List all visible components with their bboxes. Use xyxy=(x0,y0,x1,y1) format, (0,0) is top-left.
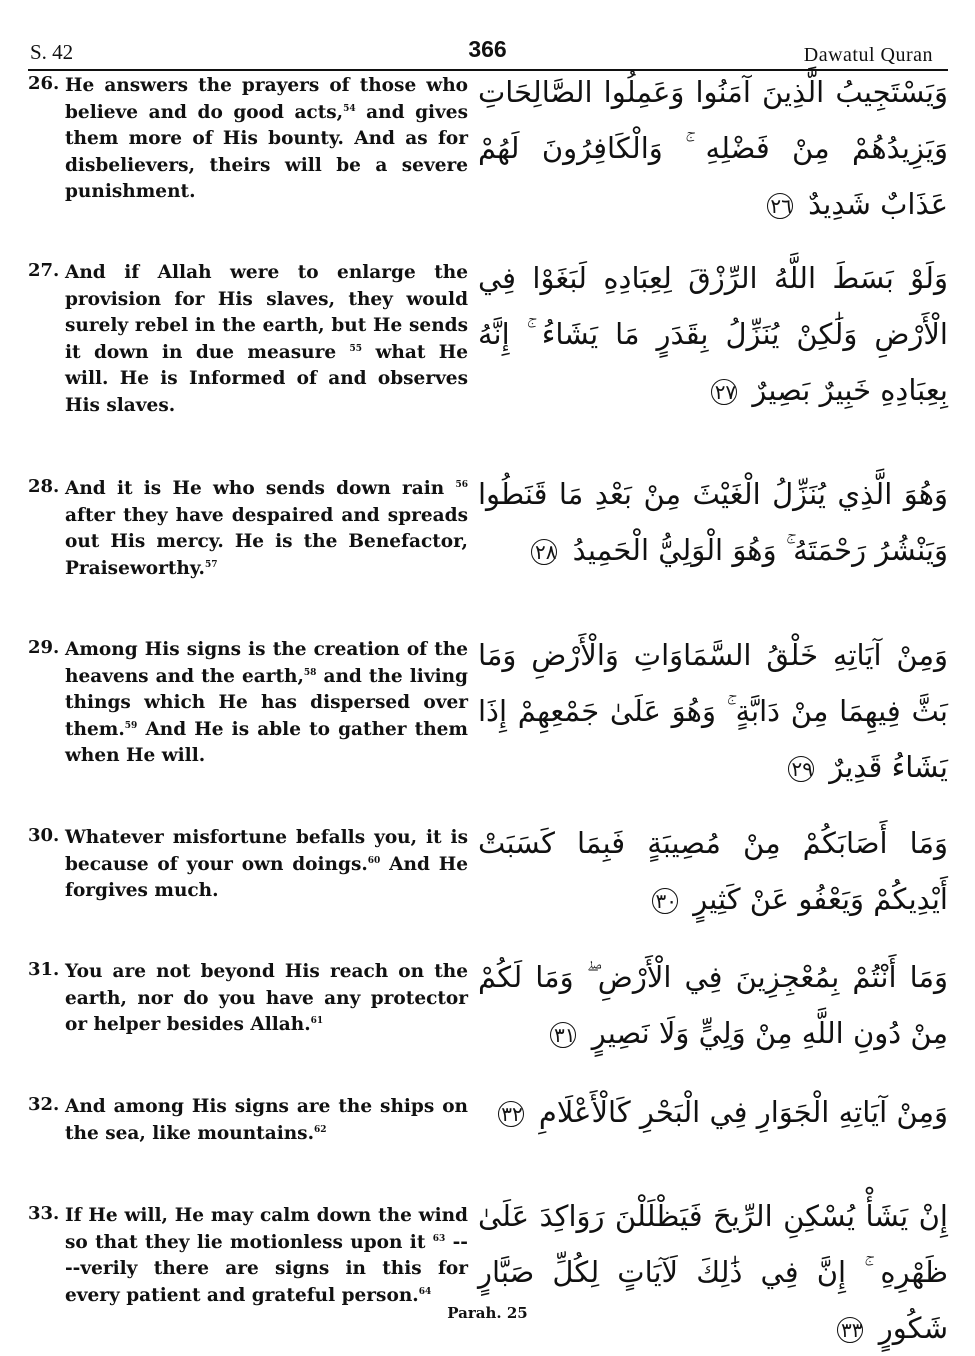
footnote-ref[interactable]: 54 xyxy=(343,103,356,114)
footnote-ref[interactable]: 63 xyxy=(432,1233,446,1244)
aya-end-marker: ٣٠ xyxy=(652,888,678,914)
verse-text: And if Allah were to enlarge the provision for His slaves, they would surely rebel in the earth, but He sends it down in due measure $^{55}$ what He will. He is Informed of and observes His slaves. xyxy=(65,262,468,416)
verse-number: 29. xyxy=(28,637,60,658)
footnote-ref[interactable]: 62 xyxy=(314,1124,327,1135)
book-title: Dawatul Quran xyxy=(803,44,933,66)
verse-26-arabic: وَيَسْتَجِيبُ الَّذِينَ آمَنُوا وَعَمِلُوا الصَّالِحَاتِ وَيَزِيدُهُمْ مِنْ فَضْلِهِ ۚ وَالْكَافِرُونَ لَهُمْ عَذَابٌ شَدِيدٌ ٢٦ xyxy=(478,75,948,221)
verse-number: 31. xyxy=(28,959,60,980)
aya-end-marker: ٣١ xyxy=(550,1022,576,1048)
verse-31-arabic: وَمَا أَنْتُمْ بِمُعْجِزِينَ فِي الْأَرْضِ ۖ وَمَا لَكُمْ مِنْ دُونِ اللَّهِ مِنْ وَلِيٍّ وَلَا نَصِيرٍ ٣١ xyxy=(478,960,948,1050)
verse-text: And it is He who sends down rain $^{56}$ after they have despaired and spreads out His mercy. He is the Benefactor, Praiseworthy.$^{57}$ xyxy=(65,478,468,579)
aya-end-marker: ٢٩ xyxy=(788,756,814,782)
aya-end-marker: ٢٦ xyxy=(767,193,793,219)
footnote-ref[interactable]: 64 xyxy=(418,1286,432,1297)
verse-27-translation xyxy=(28,260,468,419)
verse-27-arabic: وَلَوْ بَسَطَ اللَّهُ الرِّزْقَ لِعِبَادِهِ لَبَغَوْا فِي الْأَرْضِ وَلَٰكِنْ يُنَزِّلُ بِقَدَرٍ مَا يَشَاءُ ۚ إِنَّهُ بِعِبَادِهِ خَبِيرٌ بَصِيرٌ ٢٧ xyxy=(478,261,948,407)
verse-text: If He will, He may calm down the wind so that they lie motionless upon it $^{63}$ ----verily there are signs in this for every patient and grateful person.$^{64}$ xyxy=(65,1205,468,1306)
verse-26-translation xyxy=(28,73,468,206)
parah-label: Parah. 25 xyxy=(447,1304,528,1322)
verse-number: 30. xyxy=(28,825,60,846)
footnote-ref[interactable]: 56 xyxy=(455,479,468,490)
surah-label: S. 42 xyxy=(30,40,74,64)
verse-30-translation xyxy=(28,825,468,905)
aya-end-marker: ٣٣ xyxy=(837,1317,863,1343)
verse-text: Whatever misfortune befalls you, it is because of your own doings.$^{60}$ And He forgives much. xyxy=(65,827,468,901)
aya-end-marker: ٢٨ xyxy=(531,539,557,565)
footnote-ref[interactable]: 57 xyxy=(204,559,218,570)
verse-text: He answers the prayers of those who believe and do good acts,$^{54}$ and gives them more of His bounty. And as for disbelievers, theirs will be a severe punishment. xyxy=(65,75,468,202)
verse-number: 33. xyxy=(28,1203,60,1224)
verse-number: 28. xyxy=(28,476,60,497)
verse-32-translation xyxy=(28,1094,468,1147)
verse-text: And among His signs are the ships on the sea, like mountains.$^{62}$ xyxy=(65,1096,468,1144)
footnote-ref[interactable]: 58 xyxy=(303,667,317,678)
verse-29-arabic: وَمِنْ آيَاتِهِ خَلْقُ السَّمَاوَاتِ وَالْأَرْضِ وَمَا بَثَّ فِيهِمَا مِنْ دَابَّةٍ ۚ وَهُوَ عَلَىٰ جَمْعِهِمْ إِذَا يَشَاءُ قَدِيرٌ ٢٩ xyxy=(478,638,948,784)
verse-29-translation xyxy=(28,637,468,770)
verse-text: You are not beyond His reach on the earth, nor do you have any protector or helper besides Allah.$^{61}$ xyxy=(65,961,468,1035)
verse-32-arabic: وَمِنْ آيَاتِهِ الْجَوَارِ فِي الْبَحْرِ كَالْأَعْلَامِ ٣٢ xyxy=(478,1084,948,1140)
verse-30-arabic: وَمَا أَصَابَكُمْ مِنْ مُصِيبَةٍ فَبِمَا كَسَبَتْ أَيْدِيكُمْ وَيَعْفُو عَنْ كَثِيرٍ ٣٠ xyxy=(478,826,948,916)
verse-number: 27. xyxy=(28,260,60,281)
aya-end-marker: ٣٢ xyxy=(498,1101,524,1127)
verse-33-arabic: إِنْ يَشَأْ يُسْكِنِ الرِّيحَ فَيَظْلَلْنَ رَوَاكِدَ عَلَىٰ ظَهْرِهِ ۚ إِنَّ فِي ذَٰلِكَ لَآيَاتٍ لِكُلِّ صَبَّارٍ شَكُورٍ ٣٣ xyxy=(478,1199,948,1345)
page-number: 366 xyxy=(468,36,507,62)
footnote-ref[interactable]: 60 xyxy=(367,855,381,866)
footnote-ref[interactable]: 55 xyxy=(349,343,363,354)
verse-31-translation xyxy=(28,959,468,1039)
aya-end-marker: ٢٧ xyxy=(711,379,737,405)
footnote-ref[interactable]: 61 xyxy=(310,1015,324,1026)
verse-33-translation xyxy=(28,1203,468,1309)
verse-number: 32. xyxy=(28,1094,60,1115)
verse-text: Among His signs is the creation of the heavens and the earth,$^{58}$ and the living things which He has dispersed over them.$^{59}$ And He is able to gather them when He will. xyxy=(65,639,468,766)
verse-number: 26. xyxy=(28,73,60,94)
verse-28-arabic: وَهُوَ الَّذِي يُنَزِّلُ الْغَيْثَ مِنْ بَعْدِ مَا قَنَطُوا وَيَنْشُرُ رَحْمَتَهُ ۚ وَهُوَ الْوَلِيُّ الْحَمِيدُ ٢٨ xyxy=(478,477,948,567)
footnote-ref[interactable]: 59 xyxy=(124,720,138,731)
verse-28-translation xyxy=(28,476,468,582)
